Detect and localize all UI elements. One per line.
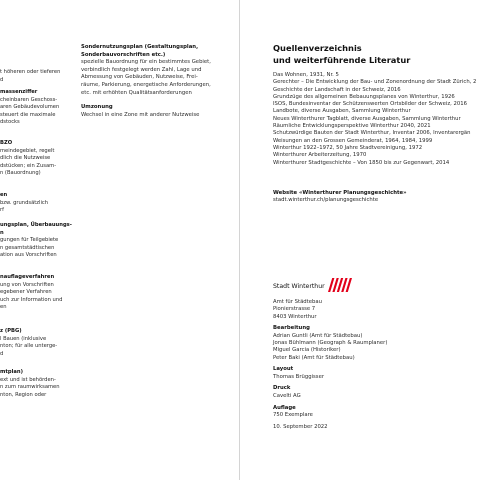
source-item: ISOS, Bundesinventar der Schützenswerten Ortsbilder der Schweiz, 2016	[273, 101, 467, 108]
glossary-text-fragment: n zum raumwirksamen	[0, 384, 60, 390]
bearbeitung-item: Miguel Garcia (Historiker)	[273, 347, 341, 354]
address-line: Amt für Städtebau	[273, 299, 322, 305]
winterthur-lions-logo-icon	[328, 277, 352, 296]
glossary-text: etc. mit erhöhten Qualitätsanforderungen	[81, 89, 192, 96]
glossary-term-fragment: n	[0, 229, 4, 236]
glossary-sondernutzungsplan	[81, 44, 231, 97]
right-page	[240, 0, 480, 480]
glossary-umzonung	[81, 104, 231, 119]
glossary-text-fragment: nton; für alle unterge-	[0, 343, 58, 349]
glossary-term-fragment: ungsplan, Überbauungs-	[0, 222, 72, 228]
source-item: Das Wohnen, 1931, Nr. 5	[273, 72, 339, 78]
auflage-heading: Auflage	[273, 404, 296, 411]
website-url: stadt.winterthur.ch/planungsgeschichte	[273, 197, 379, 204]
bearbeitung-item: Jonas Bühlmann (Geograph & Raumplaner)	[273, 339, 388, 346]
glossary-text-fragment: ation aus Vorschriften	[0, 252, 57, 258]
glossary-term-fragment: mtplan)	[0, 369, 23, 375]
glossary-text-fragment: gungen für Teilgebiete	[0, 237, 59, 243]
glossary-text-fragment: aren Gebäudevolumen	[0, 104, 60, 110]
sources-list	[273, 72, 480, 167]
source-item: Neues Winterthurer Tagblatt, diverse Ausgaben, Sammlung Winterthur	[273, 115, 461, 122]
source-item: Geschichte der Landschaft in der Schweiz, 2016	[273, 86, 401, 93]
glossary-text-fragment: steuert die maximale	[0, 111, 56, 118]
auflage-value: 750 Exemplare	[273, 411, 313, 418]
druck-value: Cavelti AG	[273, 392, 301, 399]
publication-date: 10. September 2022	[273, 423, 328, 430]
glossary-term-fragment: massenziffer	[0, 89, 38, 95]
imprint	[273, 299, 473, 431]
glossary-text-fragment: l Bauen (inklusive	[0, 335, 47, 342]
source-item: Winterthurer Arbeiterzeitung, 1970	[273, 152, 367, 159]
layout-value: Thomas Brüggisser	[273, 373, 325, 380]
page-title-line: Quellenverzeichnis	[273, 43, 362, 53]
glossary-text: spezielle Bauordnung für ein bestimmtes Gebiet,	[81, 59, 211, 66]
left-page	[0, 0, 239, 480]
glossary-text-fragment: rf	[0, 207, 4, 213]
glossary-text-fragment: uch zur Information und	[0, 296, 63, 303]
address-line: Pionierstrasse 7	[273, 306, 316, 313]
glossary-term-fragment: en	[0, 192, 8, 198]
glossary-text-fragment: meindegebiet, regelt	[0, 147, 55, 154]
glossary-text: Wechsel in eine Zone mit anderer Nutzweise	[81, 111, 200, 118]
glossary-text-fragment: ung von Vorschriften	[0, 281, 54, 288]
stadt-winterthur-logo	[273, 278, 352, 294]
source-item: Grundzüge des allgemeinen Bebauungsplanes von Winterthur, 1926	[273, 93, 455, 100]
bearbeitung-item: Peter Baki (Amt für Städtebau)	[273, 354, 355, 361]
glossary-heading: Umzonung	[81, 104, 113, 110]
source-item: Schutzwürdige Bauten der Stadt Winterthur, Inventar 2006, Inventarergän	[273, 130, 471, 137]
glossary-text-fragment: n gesamtstädtischen	[0, 244, 55, 251]
source-item: Weisungen an den Grossen Gemeinderat, 1964, 1984, 1999	[273, 137, 433, 144]
website-heading: Website «Winterthurer Planungsgeschichte»	[273, 190, 407, 196]
page-title-line: und weiterführende Literatur	[273, 54, 411, 65]
page-title	[273, 43, 410, 66]
source-item: Räumliche Entwicklungsperspektive Winterthur 2040, 2021	[273, 123, 431, 130]
glossary-text-fragment: cheinbaren Geschoss-	[0, 96, 58, 103]
glossary-text-fragment: ext und ist behörden-	[0, 376, 56, 383]
glossary-text-fragment: d	[0, 76, 4, 83]
glossary-term-fragment: nauflageverfahren	[0, 274, 55, 280]
glossary-text: Abmessung von Gebäuden, Nutzweise, Frei-	[81, 74, 198, 81]
bearbeitung-item: Adrian Guntli (Amt für Städtebau)	[273, 332, 363, 339]
layout-heading: Layout	[273, 366, 294, 373]
glossary-term-fragment: BZO	[0, 140, 13, 146]
glossary-text-fragment: dstücken; ein Zusam-	[0, 162, 57, 169]
glossary-heading: Sonderbauvorschriften etc.)	[81, 51, 166, 58]
glossary-text-fragment: en	[0, 304, 7, 310]
glossary-text-fragment: t höheren oder tieferen	[0, 69, 61, 75]
glossary-text-fragment: dstocks	[0, 119, 20, 125]
source-item: Gerechter – Die Entwicklung der Bau- und Zonenordnung der Stadt Zürich, 2	[273, 79, 477, 86]
bearbeitung-heading: Bearbeitung	[273, 325, 310, 332]
source-item: Winterthur 1922–1972, 50 Jahre Stadtvereinigung, 1972	[273, 144, 423, 151]
druck-heading: Druck	[273, 385, 291, 392]
glossary-text: räume, Parkierung, energetische Anforderungen,	[81, 81, 211, 88]
address-line: 8403 Winterthur	[273, 313, 317, 320]
glossary-text-fragment: n (Bauordnung)	[0, 170, 41, 176]
glossary-text-fragment: dlich die Nutzweise	[0, 155, 51, 161]
glossary-heading: Sondernutzungsplan (Gestaltungsplan,	[81, 44, 199, 50]
glossary-text-fragment: egebener Verfahren	[0, 289, 52, 295]
glossary-text-fragment: d	[0, 350, 4, 357]
glossary-text-fragment: bzw. grundsätzlich	[0, 199, 49, 206]
glossary-text-fragment: nton, Region oder	[0, 391, 47, 398]
website-block	[273, 190, 407, 205]
source-item: Winterthurer Stadtgeschichte – Von 1850 bis zur Gegenwart, 2014	[273, 159, 450, 166]
logo-text: Stadt Winterthur	[273, 282, 325, 290]
glossary-term-fragment: z (PBG)	[0, 328, 22, 334]
glossary-text: verbindlich festgelegt werden Zahl, Lage und	[81, 66, 202, 73]
source-item: Landbote, diverse Ausgaben, Sammlung Winterthur	[273, 108, 411, 115]
